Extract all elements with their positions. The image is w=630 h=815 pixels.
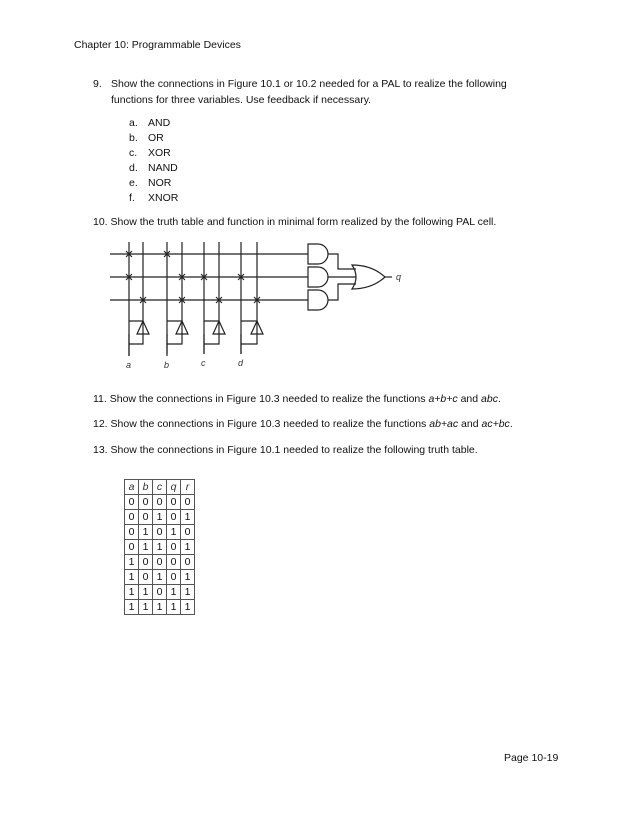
table-cell: 1	[181, 540, 195, 555]
table-cell: 0	[167, 510, 181, 525]
table-cell: 0	[139, 570, 153, 585]
option-text: NOR	[148, 177, 172, 189]
header-cell: b	[139, 480, 153, 495]
option-letter: e.	[129, 177, 138, 189]
input-label-b: b	[164, 360, 170, 370]
question-13: 13. Show the connections in Figure 10.1 needed to realize the following truth table.	[93, 444, 478, 456]
question-10: 10. Show the truth table and function in minimal form realized by the following PAL cell.	[93, 216, 497, 228]
table-cell: 0	[167, 570, 181, 585]
table-cell: 0	[181, 495, 195, 510]
header-cell: a	[125, 480, 139, 495]
and-gate-3	[308, 290, 328, 310]
option-text: NAND	[148, 162, 178, 174]
table-cell: 1	[153, 510, 167, 525]
option-text: XOR	[148, 147, 171, 159]
table-cell: 0	[139, 555, 153, 570]
input-label-c: c	[201, 358, 206, 368]
table-row	[125, 585, 195, 600]
truth-table	[124, 479, 195, 615]
header-cell: q	[167, 480, 181, 495]
table-cell: 0	[167, 495, 181, 510]
question-9-number: 9.	[93, 78, 102, 90]
option-letter: d.	[129, 162, 138, 174]
question-12-prefix: 12. Show the connections in Figure 10.3 needed to realize the functions	[93, 418, 430, 430]
table-cell: 1	[139, 525, 153, 540]
option-letter: b.	[129, 132, 138, 144]
table-cell: 1	[167, 585, 181, 600]
table-cell: 1	[125, 585, 139, 600]
table-cell: 1	[139, 540, 153, 555]
header-cell: r	[181, 480, 195, 495]
page-number: Page 10-19	[504, 752, 559, 764]
table-cell: 0	[153, 585, 167, 600]
table-row	[125, 525, 195, 540]
table-cell: 1	[181, 510, 195, 525]
question-11-end: .	[497, 393, 501, 405]
chapter-header: Chapter 10: Programmable Devices	[74, 39, 241, 51]
question-12-function-2: ac+bc	[481, 418, 510, 430]
table-cell: 0	[125, 540, 139, 555]
table-row	[125, 555, 195, 570]
table-row	[125, 540, 195, 555]
and-gate-2	[308, 267, 328, 287]
table-row	[125, 510, 195, 525]
question-11-and: and	[457, 393, 482, 405]
table-cell: 1	[125, 570, 139, 585]
output-label-q: q	[396, 272, 402, 282]
option-letter: c.	[129, 147, 138, 159]
table-cell: 0	[181, 555, 195, 570]
option-letter: f.	[129, 192, 135, 204]
table-cell: 0	[125, 525, 139, 540]
table-cell: 0	[125, 495, 139, 510]
question-12-and: and	[458, 418, 482, 430]
table-cell: 0	[167, 540, 181, 555]
table-cell: 0	[153, 525, 167, 540]
table-cell: 1	[153, 570, 167, 585]
table-cell: 1	[139, 585, 153, 600]
table-cell: 1	[167, 525, 181, 540]
table-cell: 1	[125, 600, 139, 615]
table-cell: 1	[181, 570, 195, 585]
table-cell: 1	[125, 555, 139, 570]
question-11	[93, 393, 501, 405]
table-cell: 0	[153, 495, 167, 510]
table-cell: 0	[125, 510, 139, 525]
question-12-function-1: ab+ac	[429, 418, 459, 430]
question-11-prefix: 11. Show the connections in Figure 10.3 needed to realize the functions	[93, 393, 429, 405]
table-cell: 0	[181, 525, 195, 540]
question-12	[93, 418, 513, 430]
option-text: AND	[148, 117, 171, 129]
table-row	[125, 495, 195, 510]
table-cell: 1	[139, 600, 153, 615]
table-cell: 0	[153, 555, 167, 570]
table-row	[125, 570, 195, 585]
table-cell: 0	[139, 495, 153, 510]
input-label-d: d	[238, 358, 244, 368]
table-cell: 1	[181, 600, 195, 615]
header-cell: c	[153, 480, 167, 495]
question-11-function-1: a+b+c	[428, 393, 458, 405]
option-letter: a.	[129, 117, 138, 129]
pal-cell-diagram	[110, 236, 410, 376]
or-gate	[352, 265, 385, 289]
option-text: XNOR	[148, 192, 179, 204]
table-row	[125, 600, 195, 615]
question-12-end: .	[509, 418, 513, 430]
table-cell: 0	[167, 555, 181, 570]
input-label-a: a	[126, 360, 132, 370]
table-cell: 0	[139, 510, 153, 525]
truth-table-header	[125, 480, 195, 495]
question-9-text: Show the connections in Figure 10.1 or 10.2 needed for a PAL to realize the following functions for three variables. Use feedback if necessary.	[111, 78, 507, 106]
table-cell: 1	[167, 600, 181, 615]
table-cell: 1	[181, 585, 195, 600]
table-cell: 1	[153, 600, 167, 615]
table-cell: 1	[153, 540, 167, 555]
question-11-function-2: abc	[481, 393, 498, 405]
option-text: OR	[148, 132, 164, 144]
and-gate-1	[308, 244, 328, 264]
